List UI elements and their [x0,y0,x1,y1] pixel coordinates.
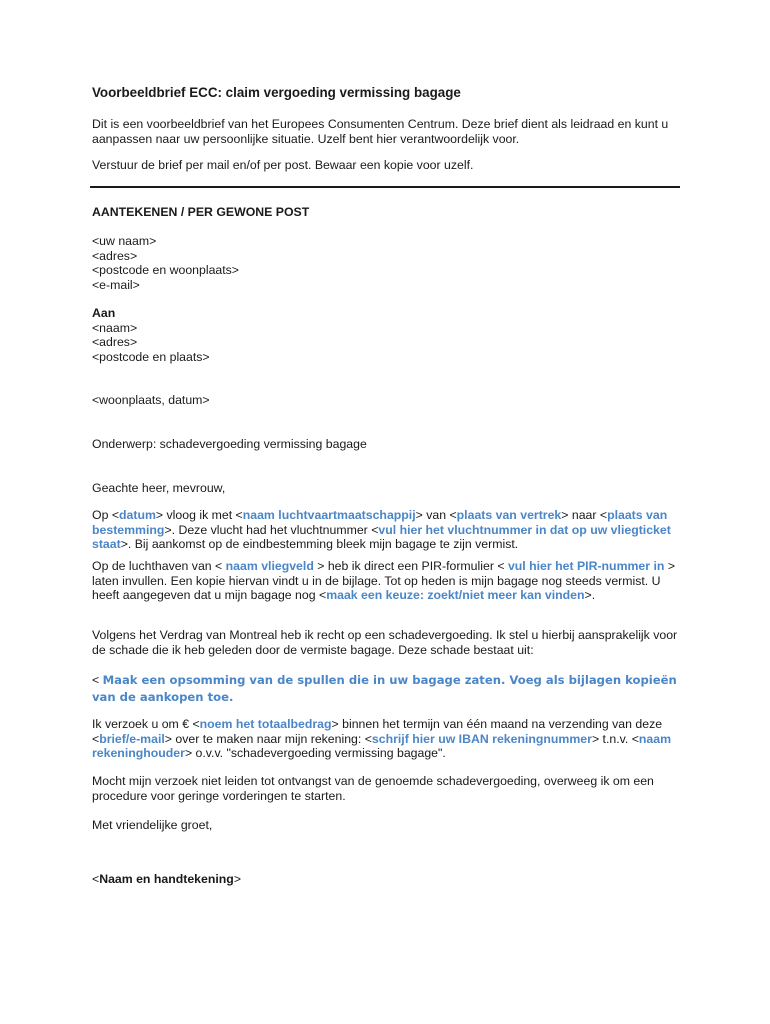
sender-email: <e-mail> [92,277,140,292]
placeholder-iban: schrijf hier uw IBAN rekeningnummer [371,731,592,746]
paragraph-flight: Op <datum> vloog ik met <naam luchtvaartmaatschappij> van <plaats van vertrek> naar <plaats van bestemming>. Deze vlucht had het vluchtnummer <vul hier het vluchtnummer in dat op uw vliegticket staat>. Bij aankomst op de eindbestemming bleek mijn bagage te zijn vermist. [92,508,671,552]
recipient-label: Aan [92,306,116,320]
sender-address [92,234,682,292]
placeholder-airline: naam luchtvaartmaatschappij [242,508,416,522]
paragraph-payment: Ik verzoek u om € <noem het totaalbedrag> binnen het termijn van één maand na verzending van deze <brief/e-mail> over te maken naar mijn rekening: <schrijf hier uw IBAN rekeningnummer> t.n.v. <naam rekeninghouder> o.v.v. "schadevergoeding vermissing bagage". [92,717,671,761]
placeholder-account-holder: naam rekeninghouder [92,731,671,761]
intro-paragraph-2: Verstuur de brief per mail en/of per post. Bewaar een kopie voor uzelf. [92,158,474,172]
recipient-name: <naam> [92,320,138,335]
placeholder-amount: noem het totaalbedrag [199,717,332,731]
signature-label: Naam en handtekening [99,872,234,886]
intro-paragraph-1: Dit is een voorbeeldbrief van het Europees Consumenten Centrum. Deze brief dient als leidraad en kunt u aanpassen naar uw persoonlijke situatie. Uzelf bent hier verantwoordelijk voor. [92,117,669,146]
recipient-postcode: <postcode en plaats> [92,349,210,364]
document-title: Voorbeeldbrief ECC: claim vergoeding vermissing bagage [92,85,461,100]
paragraph-montreal: Volgens het Verdrag van Montreal heb ik recht op een schadevergoeding. Ik stel u hierbij aansprakelijk voor de schade die ik heb geleden door de vermiste bagage. Deze schade bestaat uit: [92,628,678,657]
closing: Met vriendelijke groet, [92,818,213,832]
placeholder-destination: plaats van bestemming [92,508,668,537]
sender-address-line: <adres> [92,248,138,263]
placeholder-departure: plaats van vertrek [456,508,562,522]
placeholder-airport: naam vliegveld [225,559,314,573]
placeholder-flight-number: vul hier het vluchtnummer in dat op uw vliegticket staat [92,522,671,552]
placeholder-date: datum [119,508,156,522]
recipient-address [92,306,682,364]
recipient-address-line: <adres> [92,335,138,350]
divider-line [90,186,680,188]
placeholder-channel: brief/e-mail [99,731,165,746]
paragraph-pir: Op de luchthaven van < naam vliegveld > heb ik direct een PIR-formulier < vul hier het PIR-nummer in > laten invullen. Een kopie hiervan vindt u in de bijlage. Tot op heden is mijn bagage nog steeds vermist. U heeft aangegeven dat u mijn bagage nog <maak een keuze: zoekt/niet meer kan vinden>. [92,559,676,603]
sender-name: <uw naam> [92,234,157,248]
subject-line: Onderwerp: schadevergoeding vermissing bagage [92,437,367,451]
place-date: <woonplaats, datum> [92,393,210,407]
letter-page [92,0,682,1024]
placeholder-choice: maak een keuze: zoekt/niet meer kan vinden [326,588,585,603]
placeholder-item-list: Maak een opsomming van de spullen die in uw bagage zaten. Voeg als bijlagen kopieën van de aankopen toe. [92,673,677,704]
placeholder-pir-number: vul hier het PIR-nummer in [507,559,665,573]
mail-heading: AANTEKENEN / PER GEWONE POST [92,205,310,219]
signature: <Naam en handtekening> [92,872,241,886]
paragraph-list: < Maak een opsomming van de spullen die in uw bagage zaten. Voeg als bijlagen kopieën van de aankopen toe. [92,673,677,704]
salutation: Geachte heer, mevrouw, [92,481,226,495]
sender-postcode: <postcode en woonplaats> [92,263,239,278]
paragraph-procedure: Mocht mijn verzoek niet leiden tot ontvangst van de genoemde schadevergoeding, overweeg ik om een procedure voor geringe vorderingen te starten. [92,774,654,803]
